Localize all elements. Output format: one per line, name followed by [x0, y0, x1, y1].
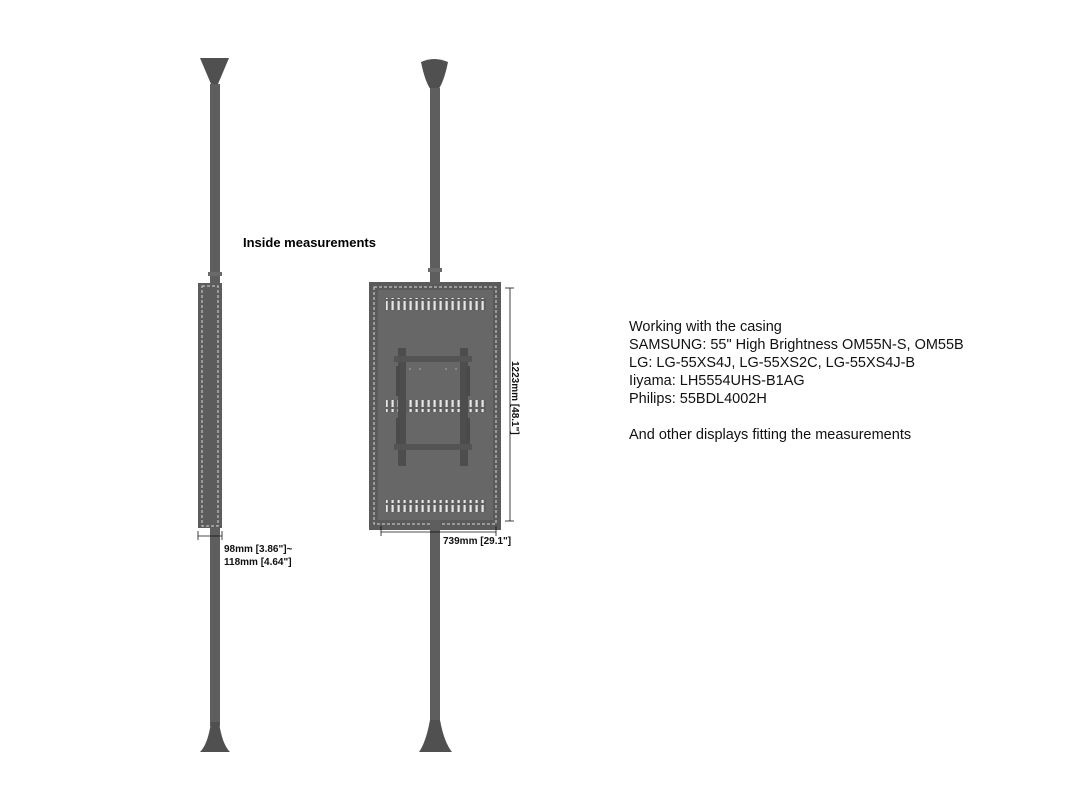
info-samsung: SAMSUNG: 55" High Brightness OM55N-S, OM55B [629, 337, 964, 353]
height-dimension-label: 1223mm [48.1"] [509, 361, 520, 435]
compatibility-info [629, 318, 1049, 444]
depth-dimension-line1: 98mm [3.86"]~ [224, 544, 293, 555]
lower-pole [210, 528, 220, 726]
info-philips: Philips: 55BDL4002H [629, 391, 767, 407]
lower-pole [430, 525, 440, 725]
ceiling-cap [421, 59, 448, 90]
info-iiyama: Iiyama: LH5554UHS-B1AG [629, 373, 805, 389]
info-lg: LG: LG-55XS4J, LG-55XS2C, LG-55XS4J-B [629, 355, 916, 371]
display-casing [369, 276, 514, 536]
vent-top [386, 298, 486, 310]
upper-pole [210, 84, 220, 284]
floor-base [419, 720, 452, 752]
vent-bottom [386, 500, 486, 512]
width-dimension-label: 739mm [29.1"] [443, 536, 512, 547]
side-view-pole [198, 58, 230, 752]
inside-measurements-title: Inside measurements [243, 235, 376, 250]
info-heading: Working with the casing [629, 319, 782, 335]
upper-pole [430, 88, 440, 286]
ceiling-flange [200, 58, 229, 84]
info-spacer [629, 408, 1049, 426]
floor-base [200, 722, 230, 752]
info-other-displays: And other displays fitting the measurements [629, 427, 912, 443]
depth-dimension-line2: 118mm [4.64"] [224, 557, 292, 568]
